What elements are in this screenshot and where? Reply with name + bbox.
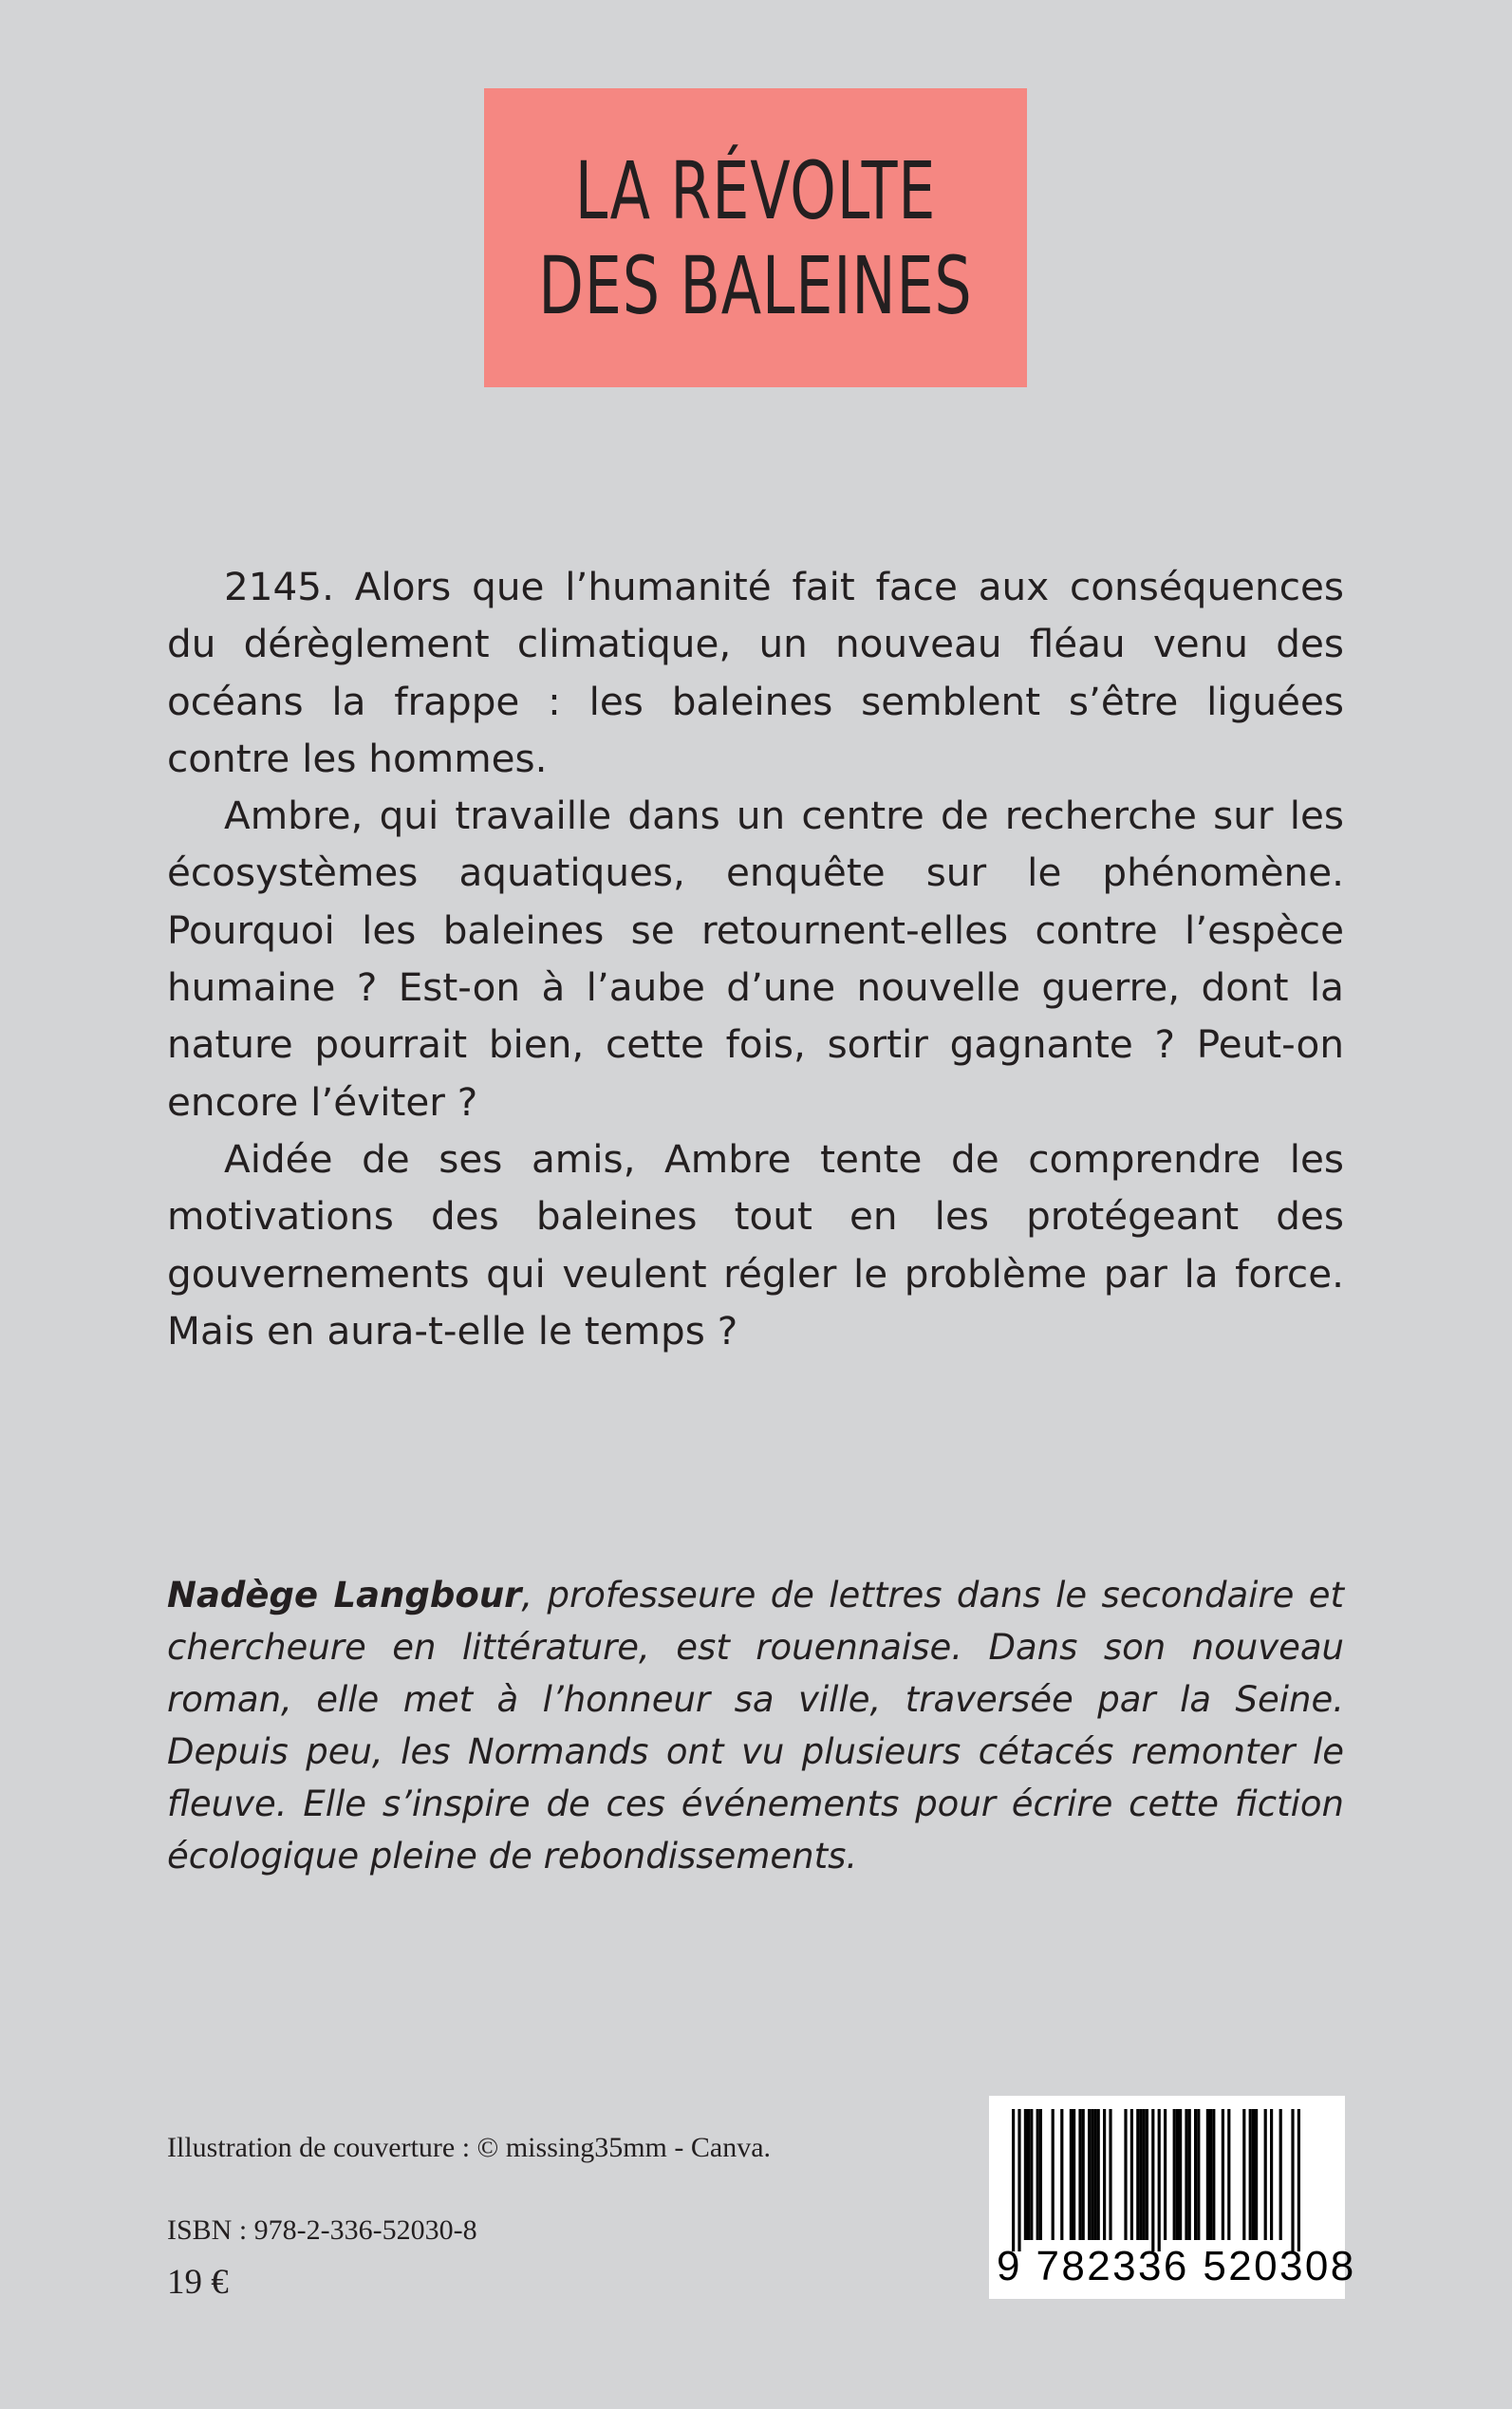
barcode-bar <box>1109 2109 1111 2240</box>
barcode-bar <box>1139 2109 1142 2240</box>
cover-credit: Illustration de couverture : © missing35mm - Canva. <box>167 2132 772 2163</box>
book-title-line-1: LA RÉVOLTE <box>574 143 937 237</box>
barcode-bar <box>1103 2109 1106 2240</box>
barcode-bar <box>1091 2109 1093 2240</box>
author-name: Nadège Langbour <box>167 1575 522 1615</box>
book-title-line-2: DES BALEINES <box>538 238 973 332</box>
barcode <box>989 2096 1356 2299</box>
barcode-bar <box>1222 2109 1224 2240</box>
barcode-bar <box>1060 2109 1063 2240</box>
barcode-bar <box>1097 2109 1100 2240</box>
barcode-bar <box>1078 2109 1081 2240</box>
barcode-bar <box>1291 2109 1294 2251</box>
barcode-bar <box>1158 2109 1161 2251</box>
barcode-bar <box>1252 2109 1255 2240</box>
barcode-bar <box>1179 2109 1182 2240</box>
barcode-bar <box>1143 2109 1146 2240</box>
price: 19 € <box>167 2263 229 2302</box>
barcode-bar <box>1012 2109 1015 2251</box>
barcode-bar <box>1270 2109 1273 2240</box>
barcode-bar <box>1176 2109 1179 2240</box>
barcode-bar <box>1130 2109 1133 2240</box>
synopsis <box>167 558 1344 1359</box>
barcode-bar <box>1027 2109 1030 2240</box>
barcode-bar <box>1212 2109 1215 2240</box>
title-box <box>484 88 1027 387</box>
synopsis-paragraph: Ambre, qui travaille dans un centre de recherche sur les écosystèmes aquatiques, enquête sur le phénomène. Pourquoi les baleines se retournent-elles contre l’espèce humaine ? Est-on à l’aube d’une nouvelle guerre, dont la nature pourrait bien, cette fois, sortir gagnante ? Peut-on encore l’éviter ? <box>167 793 1344 1125</box>
barcode-bar <box>1227 2109 1230 2240</box>
isbn: ISBN : 978-2-336-52030-8 <box>167 2214 477 2246</box>
barcode-bar <box>1024 2109 1027 2240</box>
barcode-bar <box>1164 2109 1167 2240</box>
barcode-bars <box>1012 2109 1325 2251</box>
barcode-bar <box>1052 2109 1055 2240</box>
synopsis-paragraph: Aidée de ses amis, Ambre tente de comprendre les motivations des baleines tout en les protégeant des gouvernements qui veulent régler le problème par la force. Mais en aura-t-elle le temps ? <box>167 1135 1344 1354</box>
barcode-bar <box>1242 2109 1245 2240</box>
barcode-bar <box>1279 2109 1282 2240</box>
barcode-bar <box>1124 2109 1127 2240</box>
barcode-bar <box>1264 2109 1267 2240</box>
barcode-digits: 9 782336 520308 <box>997 2243 1356 2289</box>
barcode-bar <box>1093 2109 1096 2240</box>
author-bio <box>167 1569 1344 1882</box>
barcode-bar <box>1151 2109 1154 2251</box>
barcode-bar <box>1030 2109 1033 2240</box>
barcode-bar <box>1036 2109 1039 2240</box>
synopsis-paragraph: 2145. Alors que l’humanité fait face aux conséquences du dérèglement climatique, un nouveau fléau venu des océans la frappe : les baleines semblent s’être liguées contre les hommes. <box>167 564 1344 781</box>
barcode-bar <box>1039 2109 1042 2240</box>
barcode-bar <box>1255 2109 1258 2240</box>
barcode-bar <box>1136 2109 1139 2240</box>
barcode-bar <box>1185 2109 1187 2240</box>
barcode-bar <box>1206 2109 1209 2240</box>
barcode-bar <box>1297 2109 1300 2251</box>
barcode-bar <box>1173 2109 1176 2240</box>
barcode-bar <box>1082 2109 1085 2240</box>
barcode-bar <box>1197 2109 1200 2240</box>
barcode-bar <box>1070 2109 1073 2240</box>
author-bio-text: , professeure de lettres dans le secondaire et chercheure en littérature, est rouennaise. Dans son nouveau roman, elle met à l’honneur sa ville, traversée par la Seine. Depuis peu, les Normands ont vu plusieurs cétacés remonter le fleuve. Elle s’inspire de ces événements pour écrire cette fiction écologique pleine de rebondissements. <box>167 1575 1344 1877</box>
barcode-bar <box>1188 2109 1191 2240</box>
barcode-bar <box>1209 2109 1212 2240</box>
barcode-bar <box>1088 2109 1091 2240</box>
barcode-bar <box>1249 2109 1252 2240</box>
barcode-bar <box>1194 2109 1197 2240</box>
barcode-bar <box>1146 2109 1148 2240</box>
barcode-bar <box>1073 2109 1075 2240</box>
barcode-bar <box>1017 2109 1020 2251</box>
